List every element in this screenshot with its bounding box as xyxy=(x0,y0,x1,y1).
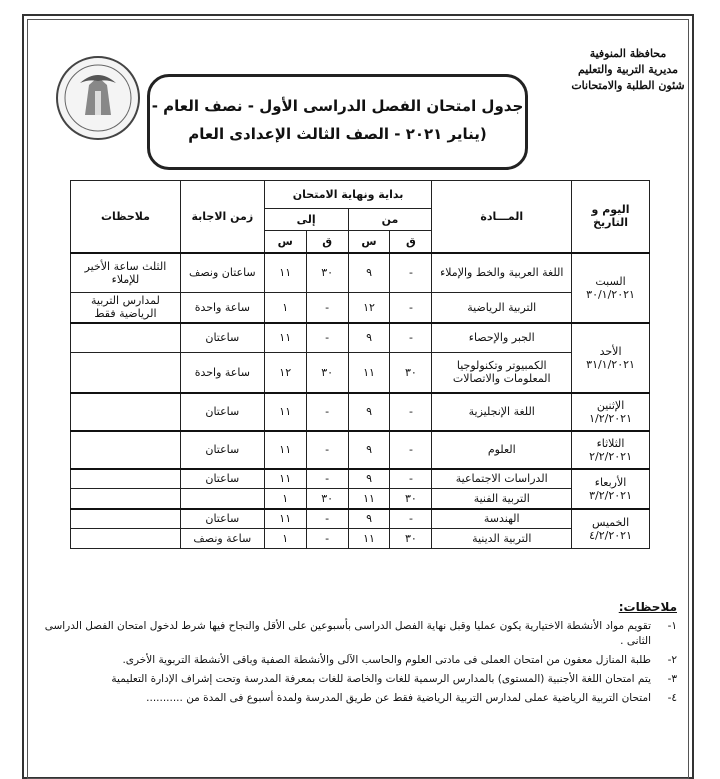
subject-cell: اللغة العربية والخط والإملاء xyxy=(432,253,572,293)
to-hour-cell: ١٢ xyxy=(264,353,306,393)
from-minute-cell: - xyxy=(390,393,432,431)
day-name: الأربعاء xyxy=(594,475,627,489)
notes-cell xyxy=(71,353,181,393)
day-date: ١/٢/٢٠٢١ xyxy=(589,411,632,425)
duration-cell: ساعتان ونصف xyxy=(180,253,264,293)
to-minute-cell: - xyxy=(306,529,348,549)
department-line: مديرية التربية والتعليم xyxy=(577,63,679,76)
governorate-emblem xyxy=(55,55,141,141)
notes-cell xyxy=(71,393,181,431)
to-hour-cell: ١ xyxy=(264,489,306,509)
day-cell xyxy=(572,469,650,509)
schedule-row xyxy=(71,293,650,323)
to-minute-cell: - xyxy=(306,393,348,431)
header-day: اليوم و التاريخ xyxy=(572,181,650,253)
to-hour-cell: ١١ xyxy=(264,469,306,489)
day-cell xyxy=(572,431,650,469)
day-name: الثلاثاء xyxy=(596,436,625,450)
day-date: ٣/٢/٢٠٢١ xyxy=(589,488,632,502)
header-to-hour: س xyxy=(264,231,306,253)
department-header xyxy=(568,46,688,94)
note-text: يتم امتحان اللغة الأجنبية (المستوى) بالمدارس الرسمية للغات والخاصة للغات بمعرفة المدرسة وتحت إشراف الإدارة التعليمية xyxy=(111,673,651,685)
header-notes: ملاحظات xyxy=(71,181,181,253)
to-hour-cell: ١١ xyxy=(264,431,306,469)
day-name: الأحد xyxy=(599,344,622,358)
duration-cell: ساعتان xyxy=(180,469,264,489)
notes-cell xyxy=(71,431,181,469)
day-name: الإثنين xyxy=(596,398,625,412)
to-minute-cell: - xyxy=(306,323,348,353)
header-duration: زمن الاجابة xyxy=(180,181,264,253)
duration-cell: ساعتان xyxy=(180,431,264,469)
day-date: ٣١/١/٢٠٢١ xyxy=(586,357,635,371)
note-number: ٤- xyxy=(667,692,677,704)
from-minute-cell: - xyxy=(390,509,432,529)
day-date: ٢/٢/٢٠٢١ xyxy=(589,449,632,463)
duration-cell: ساعة واحدة xyxy=(180,293,264,323)
schedule-row xyxy=(71,323,650,353)
day-name: الخميس xyxy=(591,515,630,529)
to-minute-cell: ٣٠ xyxy=(306,353,348,393)
from-minute-cell: ٣٠ xyxy=(390,489,432,509)
schedule-row xyxy=(71,529,650,549)
to-hour-cell: ١ xyxy=(264,293,306,323)
from-hour-cell: ١١ xyxy=(348,489,390,509)
header-to: إلى xyxy=(264,209,348,231)
department-line: محافظة المنوفية xyxy=(589,47,667,60)
subject-cell: التربية الرياضية xyxy=(432,293,572,323)
note-item xyxy=(32,619,677,649)
day-date: ٣٠/١/٢٠٢١ xyxy=(586,287,635,301)
day-cell xyxy=(572,509,650,549)
from-hour-cell: ١١ xyxy=(348,529,390,549)
duration-cell xyxy=(180,489,264,509)
schedule-row xyxy=(71,469,650,489)
note-text: امتحان التربية الرياضية عملى لمدارس التربية الرياضية فقط عن طريق المدرسة ولمدة أسبوع فى المدة من ........... xyxy=(146,692,651,704)
notes-cell xyxy=(71,529,181,549)
note-number: ٣- xyxy=(667,673,677,685)
to-hour-cell: ١١ xyxy=(264,253,306,293)
day-name: السبت xyxy=(595,274,626,288)
from-hour-cell: ٩ xyxy=(348,509,390,529)
duration-cell: ساعتان xyxy=(180,323,264,353)
to-minute-cell: - xyxy=(306,431,348,469)
from-hour-cell: ٩ xyxy=(348,431,390,469)
subject-cell: اللغة الإنجليزية xyxy=(432,393,572,431)
schedule-row xyxy=(71,253,650,293)
note-number: ١- xyxy=(667,620,677,632)
to-minute-cell: ٣٠ xyxy=(306,253,348,293)
to-minute-cell: - xyxy=(306,469,348,489)
duration-cell: ساعتان xyxy=(180,393,264,431)
title-line-1: جدول امتحان الفصل الدراسى الأول - نصف العام - xyxy=(151,97,524,115)
header-from: من xyxy=(348,209,432,231)
note-item xyxy=(32,672,677,687)
schedule-row xyxy=(71,489,650,509)
to-minute-cell: - xyxy=(306,293,348,323)
title-box xyxy=(147,74,528,170)
header-from-minute: ق xyxy=(390,231,432,253)
notes-section xyxy=(32,600,677,710)
schedule-row xyxy=(71,393,650,431)
subject-cell: الدراسات الاجتماعية xyxy=(432,469,572,489)
notes-cell: لمدارس التربية الرياضية فقط xyxy=(71,293,181,323)
from-hour-cell: ١٢ xyxy=(348,293,390,323)
to-hour-cell: ١١ xyxy=(264,509,306,529)
from-hour-cell: ٩ xyxy=(348,393,390,431)
to-hour-cell: ١١ xyxy=(264,323,306,353)
to-hour-cell: ١١ xyxy=(264,393,306,431)
department-line: شئون الطلبة والامتحانات xyxy=(571,79,685,92)
header-from-hour: س xyxy=(348,231,390,253)
to-minute-cell: - xyxy=(306,509,348,529)
from-minute-cell: - xyxy=(390,253,432,293)
from-hour-cell: ٩ xyxy=(348,469,390,489)
day-cell xyxy=(572,253,650,323)
notes-cell xyxy=(71,489,181,509)
day-date: ٤/٢/٢٠٢١ xyxy=(589,528,632,542)
header-start-end: بداية ونهاية الامتحان xyxy=(264,181,432,209)
note-item xyxy=(32,653,677,668)
to-minute-cell: ٣٠ xyxy=(306,489,348,509)
from-hour-cell: ٩ xyxy=(348,323,390,353)
from-minute-cell: - xyxy=(390,431,432,469)
from-minute-cell: ٣٠ xyxy=(390,353,432,393)
notes-heading: ملاحظات: xyxy=(618,600,677,614)
note-text: طلبة المنازل معفون من امتحان العملى فى مادتى العلوم والحاسب الآلى والأنشطة الصفية وباقى الأنشطة التربوية الأخرى. xyxy=(122,654,651,666)
schedule-row xyxy=(71,431,650,469)
notes-cell xyxy=(71,469,181,489)
note-text: تقويم مواد الأنشطة الاختيارية يكون عمليا وقبل نهاية الفصل الدراسى بأسبوعين على الأقل والنجاح فيها شرط لدخول امتحان الفصل الدراسى الثانى . xyxy=(44,620,651,647)
day-cell xyxy=(572,393,650,431)
header-subject: المـــادة xyxy=(432,181,572,253)
subject-cell: الجبر والإحصاء xyxy=(432,323,572,353)
note-item xyxy=(32,691,677,706)
from-hour-cell: ٩ xyxy=(348,253,390,293)
exam-schedule-table xyxy=(70,180,650,549)
from-minute-cell: - xyxy=(390,293,432,323)
header-to-minute: ق xyxy=(306,231,348,253)
subject-cell: التربية الفنية xyxy=(432,489,572,509)
from-minute-cell: - xyxy=(390,469,432,489)
duration-cell: ساعتان xyxy=(180,509,264,529)
from-hour-cell: ١١ xyxy=(348,353,390,393)
subject-cell: التربية الدينية xyxy=(432,529,572,549)
from-minute-cell: ٣٠ xyxy=(390,529,432,549)
day-cell xyxy=(572,323,650,393)
from-minute-cell: - xyxy=(390,323,432,353)
schedule-row xyxy=(71,353,650,393)
notes-cell: الثلث ساعة الأخير للإملاء xyxy=(71,253,181,293)
schedule-row xyxy=(71,509,650,529)
duration-cell: ساعة ونصف xyxy=(180,529,264,549)
note-number: ٢- xyxy=(667,654,677,666)
subject-cell: الكمبيوتر وتكنولوجيا المعلومات والاتصالات xyxy=(432,353,572,393)
notes-cell xyxy=(71,323,181,353)
subject-cell: العلوم xyxy=(432,431,572,469)
title-line-2: (يناير ٢٠٢١ - الصف الثالث الإعدادى العام xyxy=(188,125,487,143)
duration-cell: ساعة واحدة xyxy=(180,353,264,393)
subject-cell: الهندسة xyxy=(432,509,572,529)
notes-cell xyxy=(71,509,181,529)
to-hour-cell: ١ xyxy=(264,529,306,549)
